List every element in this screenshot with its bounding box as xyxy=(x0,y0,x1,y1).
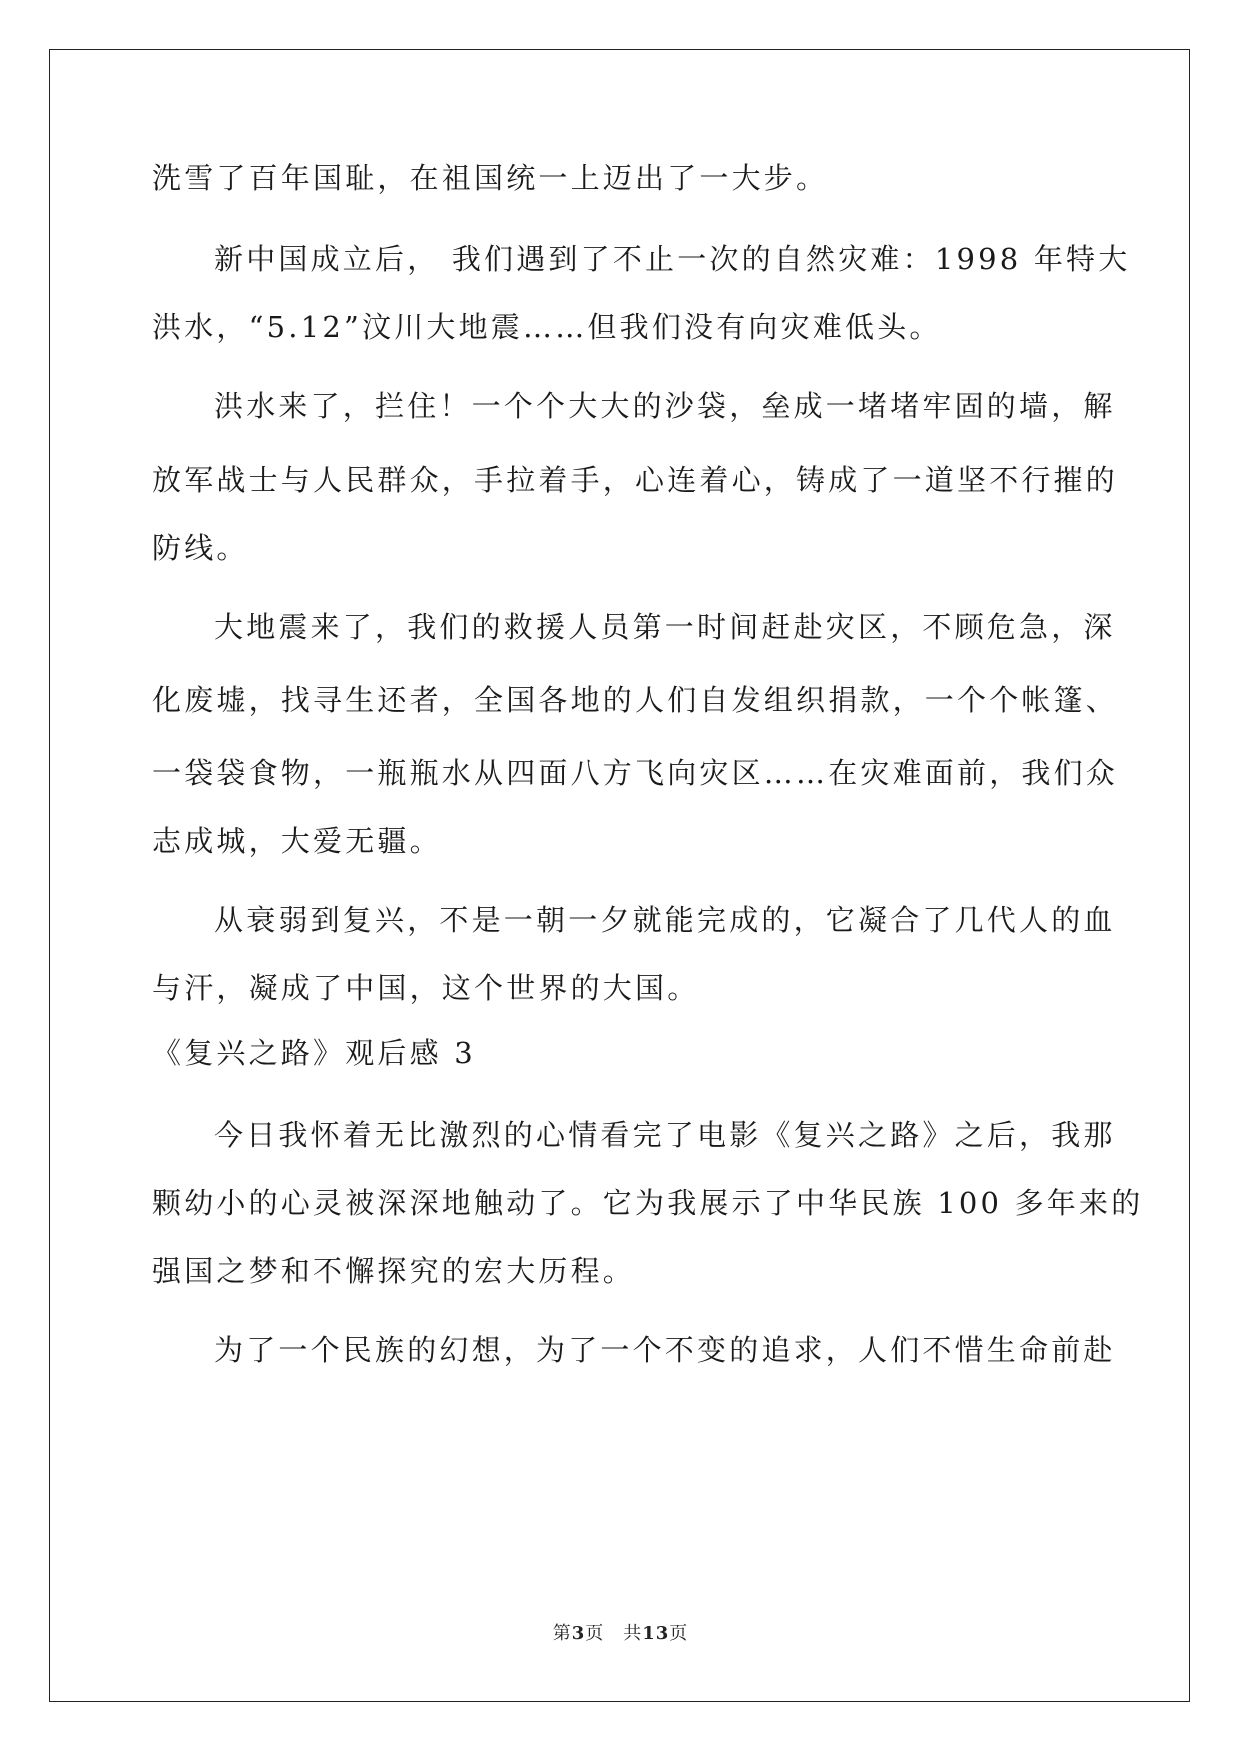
paragraph-line: 洗雪了百年国耻，在祖国统一上迈出了一大步。 xyxy=(152,161,829,195)
paragraph-line: 防线。 xyxy=(152,531,249,565)
page-border xyxy=(49,49,1190,1702)
page-footer xyxy=(0,1622,1241,1646)
footer-total-pages: 13 xyxy=(642,1623,670,1644)
paragraph-line: 与汗，凝成了中国，这个世界的大国。 xyxy=(152,971,700,1005)
footer-mid: 页 共 xyxy=(585,1623,643,1644)
footer-page-number: 3 xyxy=(571,1623,586,1644)
paragraph-line: 志成城，大爱无疆。 xyxy=(152,824,442,858)
section-heading: 《复兴之路》观后感 3 xyxy=(152,1036,476,1070)
footer-suffix: 页 xyxy=(669,1623,689,1644)
paragraph-line: 新中国成立后， 我们遇到了不止一次的自然灾难：1998 年特大 xyxy=(214,242,1131,276)
paragraph-line: 为了一个民族的幻想，为了一个不变的追求，人们不惜生命前赴 xyxy=(214,1333,1116,1367)
paragraph-line: 颗幼小的心灵被深深地触动了。它为我展示了中华民族 100 多年来的 xyxy=(152,1186,1144,1220)
paragraph-line: 化废墟，找寻生还者，全国各地的人们自发组织捐款，一个个帐篷、 xyxy=(152,683,1119,717)
paragraph-line: 大地震来了，我们的救援人员第一时间赶赴灾区，不顾危急，深 xyxy=(214,610,1116,644)
paragraph-line: 放军战士与人民群众，手拉着手，心连着心，铸成了一道坚不行摧的 xyxy=(152,463,1119,497)
paragraph-line: 一袋袋食物，一瓶瓶水从四面八方飞向灾区……在灾难面前，我们众 xyxy=(152,756,1119,790)
paragraph-line: 洪水，“5.12”汶川大地震……但我们没有向灾难低头。 xyxy=(152,310,942,344)
footer-prefix: 第 xyxy=(552,1623,572,1644)
paragraph-line: 从衰弱到复兴，不是一朝一夕就能完成的，它凝合了几代人的血 xyxy=(214,903,1116,937)
paragraph-line: 强国之梦和不懈探究的宏大历程。 xyxy=(152,1254,636,1288)
paragraph-line: 今日我怀着无比激烈的心情看完了电影《复兴之路》之后，我那 xyxy=(214,1118,1116,1152)
paragraph-line: 洪水来了，拦住！一个个大大的沙袋，垒成一堵堵牢固的墙，解 xyxy=(214,389,1116,423)
